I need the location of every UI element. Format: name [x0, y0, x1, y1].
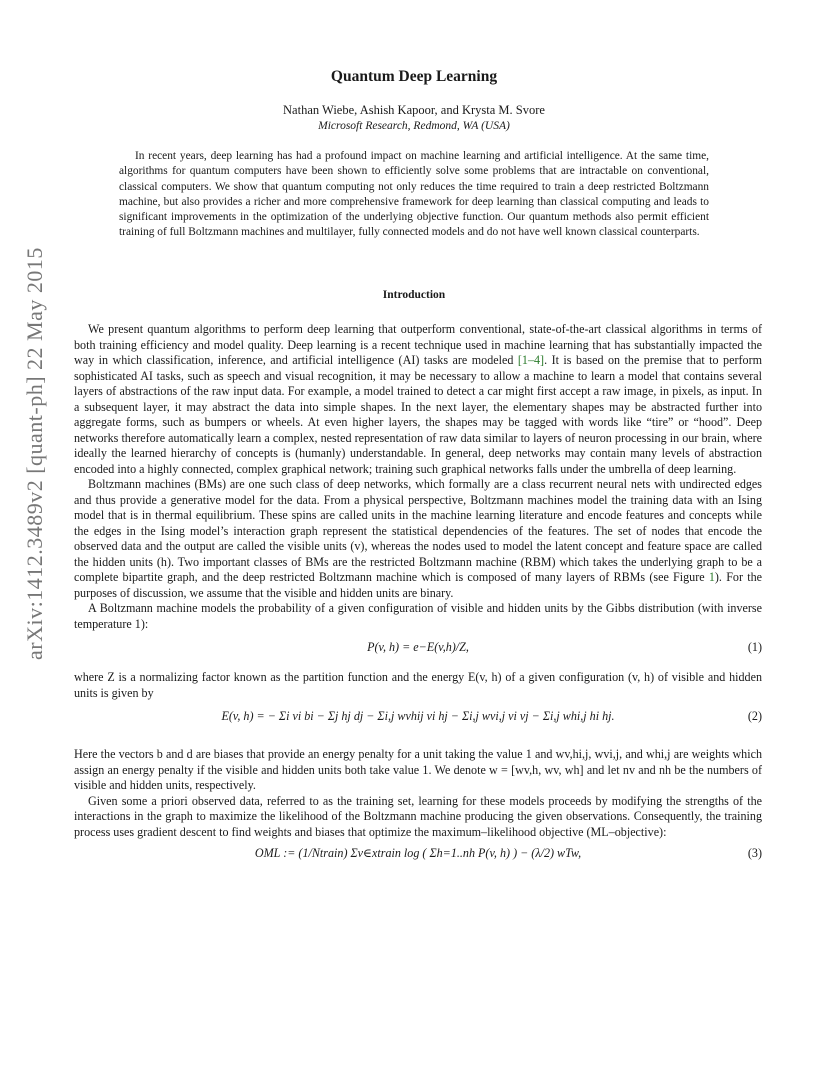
- paper-authors: Nathan Wiebe, Ashish Kapoor, and Krysta M. Svore: [283, 103, 545, 117]
- section-heading: Introduction: [382, 289, 446, 301]
- paper-affiliation: Microsoft Research, Redmond, WA (USA): [318, 120, 510, 132]
- paper-title: Quantum Deep Learning: [330, 68, 498, 85]
- equation-2-body: E(v, h) = − Σi vi bi − Σj hj dj − Σi,j wvhij vi hj − Σi,j wvi,j vi vj − Σi,j whi,j hi hj.: [221, 709, 615, 723]
- body-text: [74, 322, 762, 894]
- equation-3-body: OML := (1/Ntrain) Σv∈xtrain log ( Σh=1..nh P(v, h) ) − (λ/2) wTw,: [254, 846, 582, 860]
- paragraph-2-text-a: Boltzmann machines (BMs) are one such class of deep networks, which formally are a class recurrent neural nets with undirected edges and thus provide a generative model for the data. From a physical perspective, Boltzmann machines model the training data with an Ising model that is in thermal equilibrium. These spins are called units in the machine learning literature and encode features and concepts while the edges in the Ising model’s interaction graph represent the statistical dependencies of the features. The set of nodes that encode the observed data and the output are called the visible units (v), whereas the nodes used to model the latent concept and feature space are called the hidden units (h). Two important classes of BMs are the restricted Boltzmann machine (RBM) which takes the underlying graph to be a complete bipartite graph, and the deep restricted Boltzmann machine which is composed of many layers of RBMs (see Figure: [74, 477, 762, 584]
- paragraph-1-text-b: . It is based on the premise that to perform sophisticated AI tasks, such as speech and visual recognition, it may be necessary to allow a machine to learn a model that contains several layers of abstractions of the raw input data. For example, a model trained to detect a car might first accept a raw image, in pixels, as input. In a subsequent layer, it may abstract the data into simple shapes. In the next layer, the elementary shapes may be abstracted further into aggregate forms, such as bumpers or wheels. At even higher layers, the shapes may be tagged with words like “tire” or “hood”. Deep networks therefore automatically learn a complex, nested representation of raw data similar to layers of neuron processing in our brain, where ideally the learned hierarchy of concepts is (humanly) understandable. In general, deep networks may contain many levels of abstraction encoded into a highly connected, complex graphical network; training such graphical networks falls under the umbrella of deep learning.: [74, 353, 762, 476]
- paragraph-6: Given some a priori observed data, referred to as the training set, learning for these models proceeds by modifying the strengths of the interactions in the graph to maximize the likelihood of the Boltzmann machine producing the given observations. Consequently, the training process uses gradient descent to find weights and biases that optimize the maximum–likelihood objective (ML–objective):: [74, 793, 762, 839]
- arxiv-identifier: arXiv:1412.3489v2 [quant-ph] 22 May 2015: [22, 247, 47, 660]
- equation-1-number: (1): [747, 640, 762, 654]
- figure-1-link[interactable]: 1: [708, 570, 715, 584]
- equation-1: [74, 640, 762, 662]
- equation-3-number: (3): [747, 846, 762, 860]
- paragraph-1-text-a: We present quantum algorithms to perform deep learning that outperform conventional, state-of-the-art classical algorithms in terms of both training efficiency and model quality. Deep learning is a recent technique used in machine learning that has substantially impacted the way in which classification, inference, and artificial intelligence (AI) tasks are modeled: [74, 322, 762, 367]
- paragraph-1: [74, 322, 762, 477]
- equation-3: [74, 846, 762, 886]
- paragraph-2: [74, 477, 762, 601]
- paragraph-3: A Boltzmann machine models the probability of a given configuration of visible and hidden units by the Gibbs distribution (with inverse temperature 1):: [74, 601, 762, 631]
- paragraph-4: where Z is a normalizing factor known as the partition function and the energy E(v, h) of a given configuration (v, h) of visible and hidden units is given by: [74, 670, 762, 700]
- abstract: In recent years, deep learning has had a profound impact on machine learning and artificial intelligence. At the same time, algorithms for quantum computers have been shown to efficiently solve some problems that are intractable on conventional, classical computers. We show that quantum computing not only reduces the time required to train a deep restricted Boltzmann machine, but also provides a richer and more comprehensive framework for deep learning than classical computing and leads to significant improvements in the optimization of the underlying objective function. Our quantum methods also permit efficient training of full Boltzmann machines and multilayer, fully connected models and do not have well known classical counterparts.: [119, 150, 709, 239]
- citation-link-1-4[interactable]: [1–4]: [517, 353, 545, 367]
- paragraph-2-text-b: ). For the purposes of discussion, we assume that the visible and hidden units are binary.: [74, 570, 762, 600]
- equation-1-body: P(v, h) = e−E(v,h)/Z,: [367, 640, 469, 654]
- paragraph-5: Here the vectors b and d are biases that provide an energy penalty for a unit taking the value 1 and wv,hi,j, wvi,j, and whi,j are weights which assign an energy penalty if the visible and hidden units both take value 1. We denote w = [wv,h, wv, wh] and let nv and nh be the numbers of visible and hidden units, respectively.: [74, 747, 762, 792]
- equation-2: [74, 709, 762, 739]
- equation-2-number: (2): [747, 709, 762, 723]
